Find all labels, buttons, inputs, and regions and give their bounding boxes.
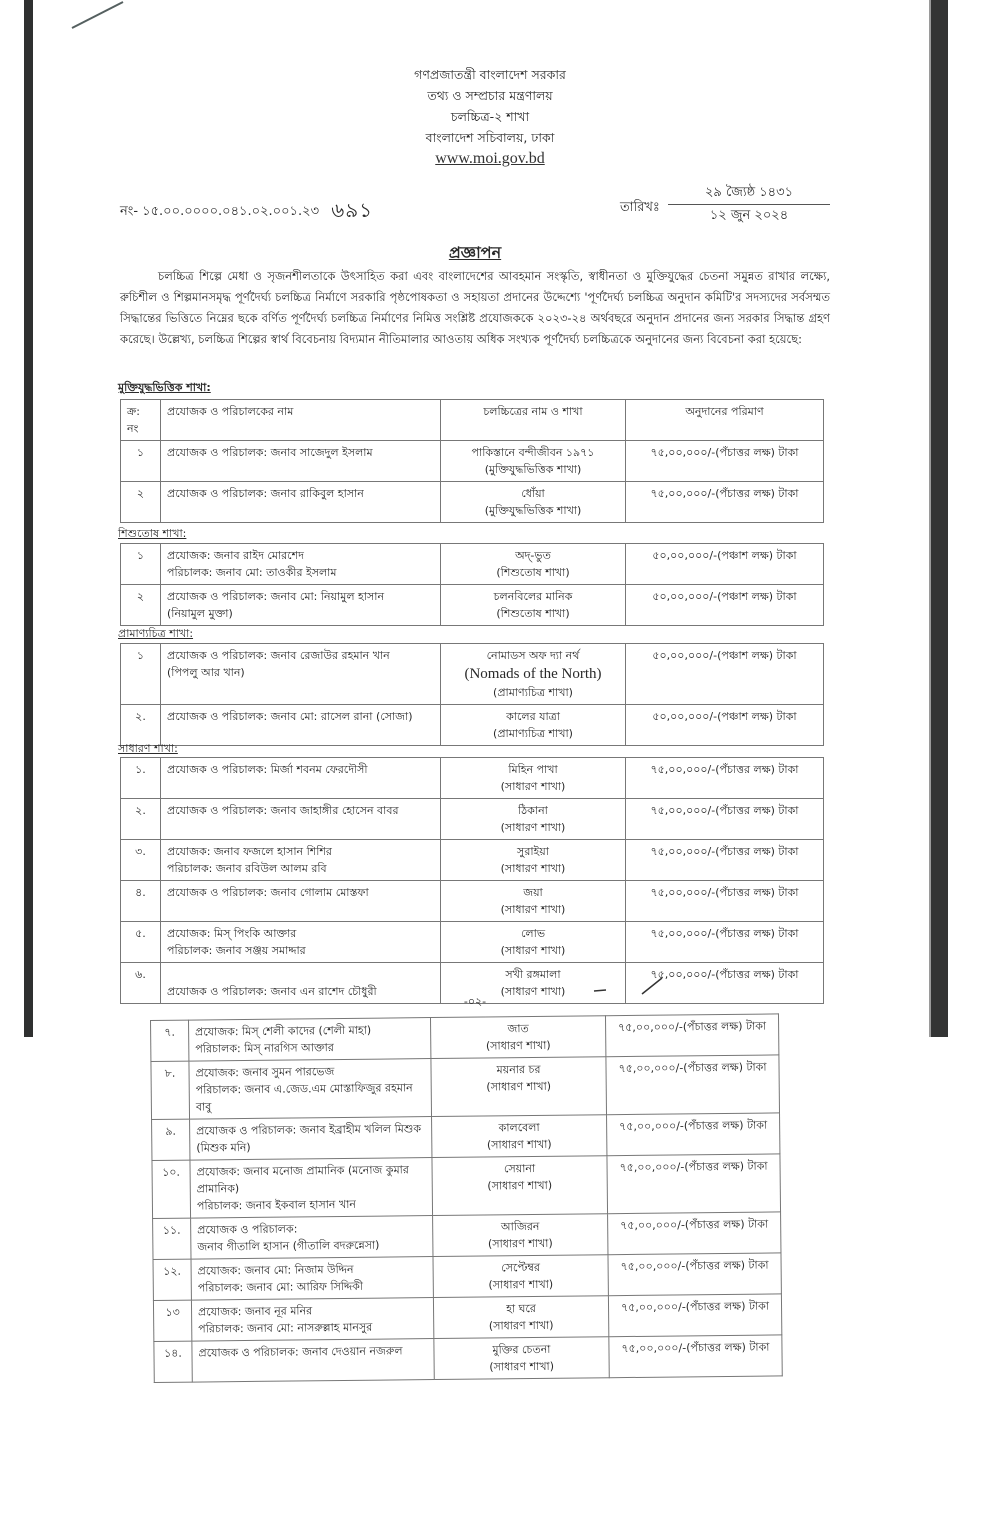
grant-amount: ৭৫,০০,০০০/-(পঁচাত্তর লক্ষ) টাকা	[608, 1253, 781, 1296]
film-cell	[441, 758, 626, 799]
film-branch: (প্রামাণ্যচিত্র শাখা)	[493, 686, 573, 699]
producer-director-cell	[161, 840, 441, 881]
film-title: জয়া	[523, 886, 543, 899]
film-branch: (সাধারণ শাখা)	[500, 944, 566, 957]
letterhead	[300, 64, 680, 169]
section-label-documentary: প্রামাণ্যচিত্র শাখা:	[118, 627, 194, 640]
serial-number: ৮.	[151, 1061, 190, 1119]
film-branch: (সাধারণ শাখা)	[488, 1277, 554, 1292]
film-cell	[433, 1255, 608, 1298]
letterhead-branch: চলচ্চিত্র-২ শাখা	[450, 109, 530, 124]
serial-number: ৫.	[121, 922, 161, 963]
serial-number: ১০.	[152, 1160, 191, 1218]
grant-amount: ৫০,০০,০০০/-(পঞ্চাশ লক্ষ) টাকা	[626, 585, 824, 626]
table-row	[153, 1294, 781, 1342]
film-title: হা ঘরে	[506, 1301, 536, 1316]
producer-director-cell	[161, 441, 441, 482]
film-title: জাত	[507, 1022, 529, 1036]
table-row	[152, 1113, 780, 1161]
date-block	[668, 182, 830, 227]
table-row	[151, 1055, 780, 1120]
serial-number: ৯.	[152, 1119, 190, 1160]
producer-director-name: প্রযোজক ও পরিচালক: জনাব জাহাঙ্গীর হোসেন বাবর	[167, 804, 399, 817]
producer-director-cell	[192, 1339, 434, 1383]
producer-director-name: জনাব গীতালি হাসান (গীতালি বদরুন্নেসা)	[197, 1238, 380, 1254]
producer-director-name: প্রযোজক ও পরিচালক:	[197, 1222, 298, 1237]
producer-director-name: (পিপলু আর খান)	[167, 666, 245, 679]
producer-director-name: পরিচালক: জনাব মো: আরিফ সিদ্দিকী	[197, 1279, 364, 1295]
producer-director-name: পরিচালক: মিস্ নারগিস আক্তার	[195, 1041, 334, 1056]
film-branch: (প্রামাণ্যচিত্র শাখা)	[493, 727, 573, 740]
producer-director-cell	[161, 881, 441, 922]
grant-table-general	[120, 757, 824, 1004]
film-cell	[433, 1296, 608, 1339]
film-branch: (সাধারণ শাখা)	[487, 1178, 553, 1193]
film-cell	[441, 644, 626, 705]
film-cell	[441, 922, 626, 963]
film-branch: (মুক্তিযুদ্ধভিত্তিক শাখা)	[484, 504, 582, 517]
film-title: মিহিন পাখা	[508, 763, 558, 776]
producer-director-name: প্রযোজক: জনাব মনোজ প্রামানিক (মনোজ কুমার প্রামানিক)	[196, 1163, 409, 1196]
pen-stroke-mark	[592, 966, 672, 996]
film-cell	[441, 482, 626, 523]
producer-director-name: প্রযোজক ও পরিচালক: জনাব মো: রাসেল রানা (সোজা)	[167, 710, 413, 723]
grant-amount: ৭৫,০০,০০০/-(পঁচাত্তর লক্ষ) টাকা	[626, 963, 824, 1004]
film-cell	[432, 1115, 607, 1158]
film-cell	[432, 1156, 608, 1216]
producer-director-cell	[190, 1158, 433, 1219]
serial-number: ২.	[121, 705, 161, 746]
film-title: সখী রঙ্গমালা	[505, 968, 561, 981]
producer-director-cell	[189, 1059, 432, 1120]
serial-number: ১.	[121, 758, 161, 799]
producer-director-name: পরিচালক: জনাব মো: নাসরুল্লাহ মানসুর	[198, 1320, 373, 1336]
table-row	[121, 799, 824, 840]
grant-amount: ৭৫,০০,০০০/-(পঁচাত্তর লক্ষ) টাকা	[626, 881, 824, 922]
grant-amount: ৭৫,০০,০০০/-(পঁচাত্তর লক্ষ) টাকা	[606, 1055, 780, 1115]
producer-director-name: প্রযোজক ও পরিচালক: জনাব মো: নিয়ামুল হাসান	[167, 590, 385, 603]
film-cell	[441, 881, 626, 922]
producer-director-name: পরিচালক: জনাব এ.জেড.এম মোস্তাফিজুর রহমান বাবু	[195, 1081, 413, 1114]
memo-number-text: নং- ১৫.০০.০০০০.০৪১.০২.০০১.২৩	[120, 204, 320, 219]
film-branch: (সাধারণ শাখা)	[500, 985, 566, 998]
grant-amount: ৭৫,০০,০০০/-(পঁচাত্তর লক্ষ) টাকা	[608, 1212, 781, 1255]
grant-amount: ৭৫,০০,০০০/-(পঁচাত্তর লক্ষ) টাকা	[605, 1014, 778, 1057]
table-row	[151, 1014, 779, 1062]
film-cell	[441, 441, 626, 482]
pen-stroke-mark	[70, 0, 125, 30]
serial-number: ১১.	[153, 1218, 191, 1259]
grant-amount: ৭৫,০০,০০০/-(পঁচাত্তর লক্ষ) টাকা	[626, 840, 824, 881]
letterhead-government: গণপ্রজাতন্ত্রী বাংলাদেশ সরকার	[414, 67, 566, 82]
film-branch: (সাধারণ শাখা)	[500, 821, 566, 834]
table-header-row	[121, 400, 824, 441]
serial-number: ১	[121, 544, 161, 585]
grant-amount: ৭৫,০০,০০০/-(পঁচাত্তর লক্ষ) টাকা	[607, 1113, 780, 1156]
producer-director-name: প্রযোজক ও পরিচালক: জনাব ইব্রাহীম খলিল মিশুক	[196, 1122, 422, 1138]
film-cell	[441, 799, 626, 840]
producer-director-name: প্রযোজক ও পরিচালক: মির্জা শবনম ফেরদৌসী	[167, 763, 368, 776]
film-branch: (সাধারণ শাখা)	[487, 1236, 553, 1251]
film-branch: (শিশুতোষ শাখা)	[496, 566, 570, 579]
section-label-liberation-war: মুক্তিযুদ্ধভিত্তিক শাখা:	[118, 381, 211, 394]
film-cell	[431, 1057, 607, 1117]
producer-director-name: পরিচালক: জনাব ইকবাল হাসান খান	[196, 1197, 357, 1213]
producer-director-name: প্রযোজক: জনাব সুমন পারভেজ	[195, 1065, 335, 1080]
film-title: অদ্-ভুত	[515, 549, 551, 562]
producer-director-name: পরিচালক: জনাব সঞ্জয় সমাদ্দার	[167, 944, 306, 957]
producer-director-name	[167, 966, 434, 983]
serial-number: ৭.	[151, 1020, 189, 1061]
film-cell	[434, 1337, 609, 1380]
table-row	[121, 585, 824, 626]
film-branch: (সাধারণ শাখা)	[486, 1137, 552, 1152]
letterhead-secretariat: বাংলাদেশ সচিবালয়, ঢাকা	[425, 130, 555, 145]
header-serial: ক্র: নং	[121, 400, 161, 441]
body-paragraph: চলচ্চিত্র শিল্পে মেধা ও সৃজনশীলতাকে উৎসাহিত করা এবং বাংলাদেশের আবহমান সংস্কৃতি, স্বাধীনতা ও মুক্তিযুদ্ধের চেতনা সমুন্নত রাখার লক্ষ্যে, রুচিশীল ও শিল্পমানসমৃদ্ধ পূর্ণদৈর্ঘ্য চলচ্চিত্র নির্মাণে সরকারি পৃষ্ঠপোষকতা ও সহায়তা প্রদানের উদ্দেশ্যে 'পূর্ণদৈর্ঘ্য চলচ্চিত্র অনুদান কমিটি'র সদস্যদের সর্বসম্মত সিদ্ধান্তের ভিত্তিতে নিম্নের ছকে বর্ণিত পূর্ণদৈর্ঘ্য চলচ্চিত্র নির্মাণের নিমিত্ত সংশ্লিষ্ট প্রযোজককে ২০২৩-২৪ অর্থবছরে অনুদান প্রদানের জন্য সরকার সিদ্ধান্ত গ্রহণ করেছে। উল্লেখ্য, চলচ্চিত্র শিল্পের স্বার্থ বিবেচনায় বিদ্যমান নীতিমালার আওতায় অধিক সংখ্যক পূর্ণদৈর্ঘ্য চলচ্চিত্রকে অনুদানের জন্য বিবেচনা করা হয়েছে:	[120, 269, 830, 346]
header-producer-director: প্রযোজক ও পরিচালকের নাম	[161, 400, 441, 441]
producer-director-cell	[161, 758, 441, 799]
producer-director-name: পরিচালক: জনাব রবিউল আলম রবি	[167, 862, 327, 875]
serial-number: ১	[121, 644, 161, 705]
page-number: -০২-	[463, 995, 487, 1008]
film-branch: (সাধারণ শাখা)	[500, 780, 566, 793]
film-branch: (সাধারণ শাখা)	[486, 1079, 552, 1094]
serial-number: ৩.	[121, 840, 161, 881]
film-title: কালবেলা	[498, 1120, 540, 1135]
producer-director-cell	[161, 544, 441, 585]
producer-director-name: পরিচালক: জনাব মো: তাওকীর ইসলাম	[167, 566, 337, 579]
producer-director-cell	[161, 922, 441, 963]
section-label-general: সাধারণ শাখা:	[118, 742, 178, 755]
letterhead-ministry: তথ্য ও সম্প্রচার মন্ত্রণালয়	[427, 88, 553, 103]
film-branch: (সাধারণ শাখা)	[500, 903, 566, 916]
producer-director-cell	[161, 705, 441, 746]
header-film-branch: চলচ্চিত্রের নাম ও শাখা	[441, 400, 626, 441]
producer-director-name: প্রযোজক ও পরিচালক: জনাব এন রাশেদ চৌধুরী	[167, 985, 377, 998]
table-row	[121, 881, 824, 922]
film-title-english: (Nomads of the North)	[464, 666, 602, 682]
table-row	[121, 441, 824, 482]
ministry-website-link[interactable]: www.moi.gov.bd	[435, 150, 545, 167]
producer-director-cell	[189, 1018, 431, 1062]
scan-edge-left	[24, 0, 33, 1037]
film-title: ধোঁয়া	[521, 487, 545, 500]
film-title: পাকিস্তানে বন্দীজীবন ১৯৭১	[471, 446, 595, 459]
film-title: কালের যাত্রা	[506, 710, 560, 723]
producer-director-cell	[191, 1216, 433, 1260]
table-row	[152, 1154, 781, 1219]
producer-director-name: প্রযোজক: জনাব নূর মনির	[197, 1304, 313, 1319]
table-row	[121, 758, 824, 799]
table-row	[153, 1212, 781, 1260]
table-row	[121, 840, 824, 881]
film-title: ঠিকানা	[518, 804, 548, 817]
producer-director-cell	[161, 585, 441, 626]
film-branch: (সাধারণ শাখা)	[488, 1318, 554, 1333]
film-cell	[441, 585, 626, 626]
header-grant-amount: অনুদানের পরিমাণ	[626, 400, 824, 441]
table-row	[121, 705, 824, 746]
date-gregorian: ১২ জুন ২০২৪	[709, 208, 789, 223]
grant-table-documentary	[120, 643, 824, 746]
producer-director-name: প্রযোজক ও পরিচালক: জনাব সাজেদুল ইসলাম	[167, 446, 373, 459]
serial-number: ২.	[121, 799, 161, 840]
grant-amount: ৭৫,০০,০০০/-(পঁচাত্তর লক্ষ) টাকা	[626, 758, 824, 799]
film-cell	[441, 840, 626, 881]
film-title: চলনবিলের মানিক	[493, 590, 573, 603]
producer-director-cell	[190, 1117, 432, 1161]
serial-number: ১৪.	[154, 1341, 192, 1382]
producer-director-cell	[161, 482, 441, 523]
producer-director-name: প্রযোজক ও পরিচালক: জনাব গোলাম মোস্তফা	[167, 886, 369, 899]
grant-amount: ৭৫,০০,০০০/-(পঁচাত্তর লক্ষ) টাকা	[626, 799, 824, 840]
producer-director-name: প্রযোজক ও পরিচালক: জনাব রেজাউর রহমান খান	[167, 649, 390, 662]
memo-handwritten-number: ৬৯১	[331, 198, 374, 222]
producer-director-cell	[191, 1257, 433, 1301]
memo-number	[120, 196, 373, 229]
film-cell	[441, 544, 626, 585]
grant-amount: ৫০,০০,০০০/-(পঞ্চাশ লক্ষ) টাকা	[626, 544, 824, 585]
table-row	[153, 1253, 781, 1301]
film-branch: (সাধারণ শাখা)	[500, 862, 566, 875]
producer-director-name: প্রযোজক: জনাব রাইদ মোরশেদ	[167, 549, 304, 562]
film-title: মুক্তির চেতনা	[492, 1342, 551, 1357]
producer-director-name: (নিয়ামুল মুক্তা)	[167, 607, 233, 620]
producer-director-cell	[161, 644, 441, 705]
grant-amount: ৫০,০০,০০০/-(পঞ্চাশ লক্ষ) টাকা	[626, 705, 824, 746]
table-row	[154, 1335, 782, 1383]
producer-director-name: প্রযোজক: জনাব মো: নিজাম উদ্দিন	[197, 1262, 354, 1278]
film-branch: (সাধারণ শাখা)	[489, 1359, 555, 1374]
scan-edge-right	[931, 0, 948, 1037]
serial-number: ১৩	[153, 1300, 191, 1341]
producer-director-name: প্রযোজক: মিস্ পিংকি আক্তার	[167, 927, 297, 940]
producer-director-name: প্রযোজক: জনাব ফজলে হাসান শিশির	[167, 845, 332, 858]
serial-number: ৪.	[121, 881, 161, 922]
table-row	[121, 544, 824, 585]
producer-director-cell	[161, 799, 441, 840]
film-title: আজিরন	[500, 1219, 540, 1234]
section-label-children: শিশুতোষ শাখা:	[118, 527, 187, 540]
grant-amount: ৭৫,০০,০০০/-(পঁচাত্তর লক্ষ) টাকা	[626, 922, 824, 963]
table-row	[121, 482, 824, 523]
grant-amount: ৭৫,০০,০০০/-(পঁচাত্তর লক্ষ) টাকা	[626, 441, 824, 482]
table-row	[121, 644, 824, 705]
producer-director-name: (মিশুক মনি)	[196, 1140, 251, 1155]
grant-table-liberation-war	[120, 399, 824, 523]
film-title: সুরাইয়া	[517, 845, 549, 858]
date-bangla: ২৯ জ্যৈষ্ঠ ১৪৩১	[704, 185, 794, 200]
grant-table-children	[120, 543, 824, 626]
serial-number: ১২.	[153, 1259, 191, 1300]
serial-number: ৬.	[121, 963, 161, 1004]
table-row	[121, 922, 824, 963]
grant-table-general-continued	[150, 1013, 783, 1383]
film-title: সেয়ানা	[503, 1161, 536, 1176]
film-branch: (শিশুতোষ শাখা)	[496, 607, 570, 620]
film-branch: (সাধারণ শাখা)	[485, 1038, 551, 1053]
grant-amount: ৭৫,০০,০০০/-(পঁচাত্তর লক্ষ) টাকা	[609, 1335, 782, 1378]
serial-number: ১	[121, 441, 161, 482]
film-title: ময়নার চর	[496, 1062, 541, 1077]
date-label: তারিখঃ	[620, 200, 660, 215]
serial-number: ২	[121, 585, 161, 626]
film-cell	[441, 705, 626, 746]
film-title: লোভ	[520, 927, 546, 940]
producer-director-name: প্রযোজক ও পরিচালক: জনাব দেওয়ান নজরুল	[198, 1344, 403, 1360]
film-branch: (মুক্তিযুদ্ধভিত্তিক শাখা)	[484, 463, 582, 476]
serial-number: ২	[121, 482, 161, 523]
film-cell	[430, 1016, 605, 1059]
producer-director-name: প্রযোজক ও পরিচালক: জনাব রাকিবুল হাসান	[167, 487, 364, 500]
film-title: নোমাডস অফ দ্যা নর্থ	[486, 649, 580, 662]
document-title: প্রজ্ঞাপন	[448, 243, 502, 262]
grant-amount: ৭৫,০০,০০০/-(পঁচাত্তর লক্ষ) টাকা	[607, 1154, 781, 1214]
grant-amount: ৭৫,০০,০০০/-(পঁচাত্তর লক্ষ) টাকা	[608, 1294, 781, 1337]
grant-amount: ৭৫,০০,০০০/-(পঁচাত্তর লক্ষ) টাকা	[626, 482, 824, 523]
film-title: সেপ্টেম্বর	[501, 1260, 541, 1275]
producer-director-cell	[191, 1298, 433, 1342]
film-cell	[433, 1214, 608, 1257]
producer-director-name: প্রযোজক: মিস্ শেলী কাদের (শেলী মাহা)	[195, 1023, 372, 1039]
grant-amount: ৫০,০০,০০০/-(পঞ্চাশ লক্ষ) টাকা	[626, 644, 824, 705]
